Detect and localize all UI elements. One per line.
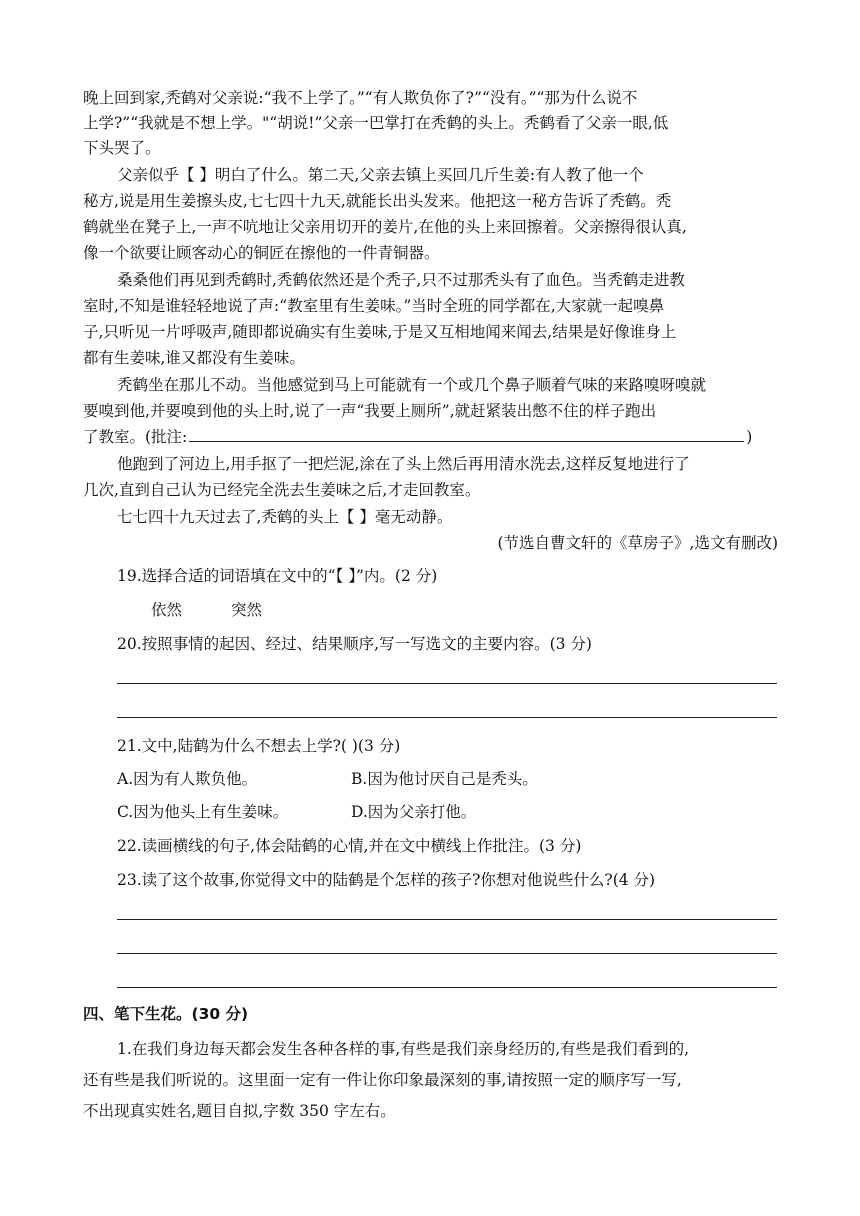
passage-line: 秘方,说是用生姜擦头皮,七七四十九天,就能长出头发来。他把这一秘方告诉了秃鹤。秃 [83,192,672,210]
answer-line[interactable] [117,987,777,988]
passage-source: (节选自曹文轩的《草房子》,选文有删改) [497,534,778,552]
q19-option-1: 依然 [151,601,183,619]
passage-line: 他跑到了河边上,用手抠了一把烂泥,涂在了头上然后再用清水洗去,这样反复地进行了 [117,455,690,473]
question-22: 22.读画横线的句子,体会陆鹤的心情,并在文中横线上作批注。(3 分) [117,837,582,855]
question-21: 21.文中,陆鹤为什么不想去上学?( )(3 分) [117,737,401,755]
passage-line: 要嗅到他,并要嗅到他的头上时,说了一声“我要上厕所”,就赶紧装出憋不住的样子跑出 [83,402,657,420]
passage-line: 下头哭了。 [83,139,161,157]
passage-line: 秃鹤坐在那儿不动。当他感觉到马上可能就有一个或几个鼻子顺着气味的来路嗅呀嗅就 [117,376,707,394]
q21-option-b: B.因为他讨厌自己是秃头。 [351,770,538,788]
question-20: 20.按照事情的起因、经过、结果顺序,写一写选文的主要内容。(3 分) [117,635,592,653]
passage-line: 上学?”“我就是不想上学。"“胡说!”父亲一巴掌打在秃鹤的头上。秃鹤看了父亲一眼,低 [83,114,669,132]
writing-prompt-line: 1.在我们身边每天都会发生各种各样的事,有些是我们亲身经历的,有些是我们看到的, [117,1040,690,1058]
q19-option-2: 突然 [231,601,263,619]
passage-line: 像一个欲要让顾客动心的铜匠在擦他的一件青铜器。 [83,244,440,262]
passage-line: 都有生姜味,谁又都没有生姜味。 [83,349,305,367]
passage-line: 鹤就坐在凳子上,一声不吭地让父亲用切开的姜片,在他的头上来回擦着。父亲擦得很认真, [83,218,687,236]
question-19: 19.选择合适的词语填在文中的“【 】”内。(2 分) [117,567,438,585]
annotation-label: 了教室。(批注: [83,428,188,446]
annotation-line [83,427,783,447]
answer-line[interactable] [117,953,777,954]
passage-line: 桑桑他们再见到秃鹤时,秃鹤依然还是个秃子,只不过那秃头有了血色。当秃鹤走进教 [117,271,685,289]
q21-option-c: C.因为他头上有生姜味。 [117,803,289,821]
answer-line[interactable] [117,683,777,684]
annotation-blank[interactable] [189,427,744,442]
answer-line[interactable] [117,717,777,718]
q21-option-a: A.因为有人欺负他。 [117,770,258,788]
passage-line: 子,只听见一片呼吸声,随即都说确实有生姜味,于是又互相地闻来闻去,结果是好像谁身上 [83,323,677,341]
writing-prompt-line: 还有些是我们听说的。这里面一定有一件让你印象最深刻的事,请按照一定的顺序写一写, [83,1071,682,1089]
question-23: 23.读了这个故事,你觉得文中的陆鹤是个怎样的孩子?你想对他说些什么?(4 分) [117,871,656,889]
section-heading: 四、笔下生花。(30 分) [83,1005,249,1023]
annotation-close: ) [746,428,753,446]
passage-line: 七七四十九天过去了,秃鹤的头上【 】毫无动静。 [117,508,453,526]
passage-line: 几次,直到自己认为已经完全洗去生姜味之后,才走回教室。 [83,481,481,499]
answer-line[interactable] [117,919,777,920]
passage-line: 晚上回到家,秃鹤对父亲说:“我不上学了。”“有人欺负你了?”“没有。”“那为什么说不 [83,89,638,107]
passage-line: 父亲似乎【 】明白了什么。第二天,父亲去镇上买回几斤生姜:有人教了他一个 [117,166,644,184]
writing-prompt-line: 不出现真实姓名,题目自拟,字数 350 字左右。 [83,1102,396,1120]
passage-line: 室时,不知是谁轻轻地说了声:“教室里有生姜味。”当时全班的同学都在,大家就一起嗅鼻 [83,297,665,315]
q21-option-d: D.因为父亲打他。 [351,803,477,821]
